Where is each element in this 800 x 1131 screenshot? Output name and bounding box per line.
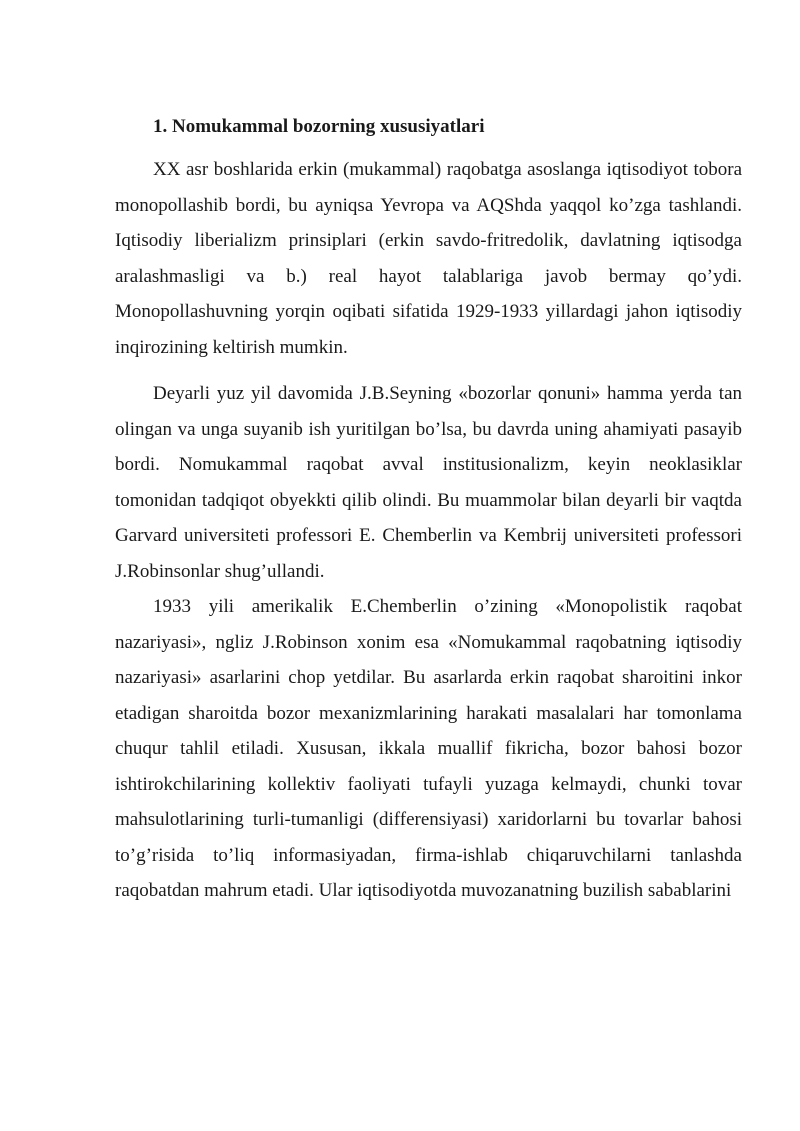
- paragraph-3: 1933 yili amerikalik E.Chemberlin o’zining «Monopolistik raqobat nazariyasi», ngliz J.Robinson xonim esa «Nomukammal raqobatning iqtisodiy nazariyasi» asarlarini chop yetdilar. Bu asarlarda erkin raqobat sharoitini inkor etadigan sharoitda bozor mexanizmlarining harakati masalalari har tomonlama chuqur tahlil etiladi. Xususan, ikkala muallif fikricha, bozor bahosi bozor ishtirokchilarining kollektiv faoliyati tufayli yuzaga kelmaydi, chunki tovar mahsulotlarining turli-tumanligi (differensiyasi) xaridorlarni bu tovarlar bahosi to’g’risida to’liq informasiyadan, firma-ishlab chiqaruvchilarni tanlashda raqobatdan mahrum etadi. Ular iqtisodiyotda muvozanatning buzilish sabablarini: [115, 596, 742, 901]
- paragraph-2: Deyarli yuz yil davomida J.B.Seyning «bozorlar qonuni» hamma yerda tan olingan va unga suyanib ish yuritilgan bo’lsa, bu davrda uning ahamiyati pasayib bordi. Nomukammal raqobat avval institusionalizm, keyin neoklasiklar tomonidan tadqiqot obyekkti qilib olindi. Bu muammolar bilan deyarli bir vaqtda Garvard universiteti professori E. Chemberlin va Kembrij universiteti professori J.Robinsonlar shug’ullandi.: [115, 383, 742, 582]
- paragraph-1: XX asr boshlarida erkin (mukammal) raqobatga asoslanga iqtisodiyot tobora monopollashib bordi, bu ayniqsa Yevropa va AQShda yaqqol ko’zga tashlandi. Iqtisodiy liberializm prinsiplari (erkin savdo-fritredolik, davlatning iqtisodga aralashmasligi va b.) real hayot talablariga javob bermay qo’ydi. Monopollashuvning yorqin oqibati sifatida 1929-1933 yillardagi jahon iqtisodiy inqirozining keltirish mumkin.: [115, 159, 742, 358]
- document-body: [115, 112, 742, 909]
- section-heading: 1. Nomukammal bozorning xususiyatlari: [153, 116, 485, 137]
